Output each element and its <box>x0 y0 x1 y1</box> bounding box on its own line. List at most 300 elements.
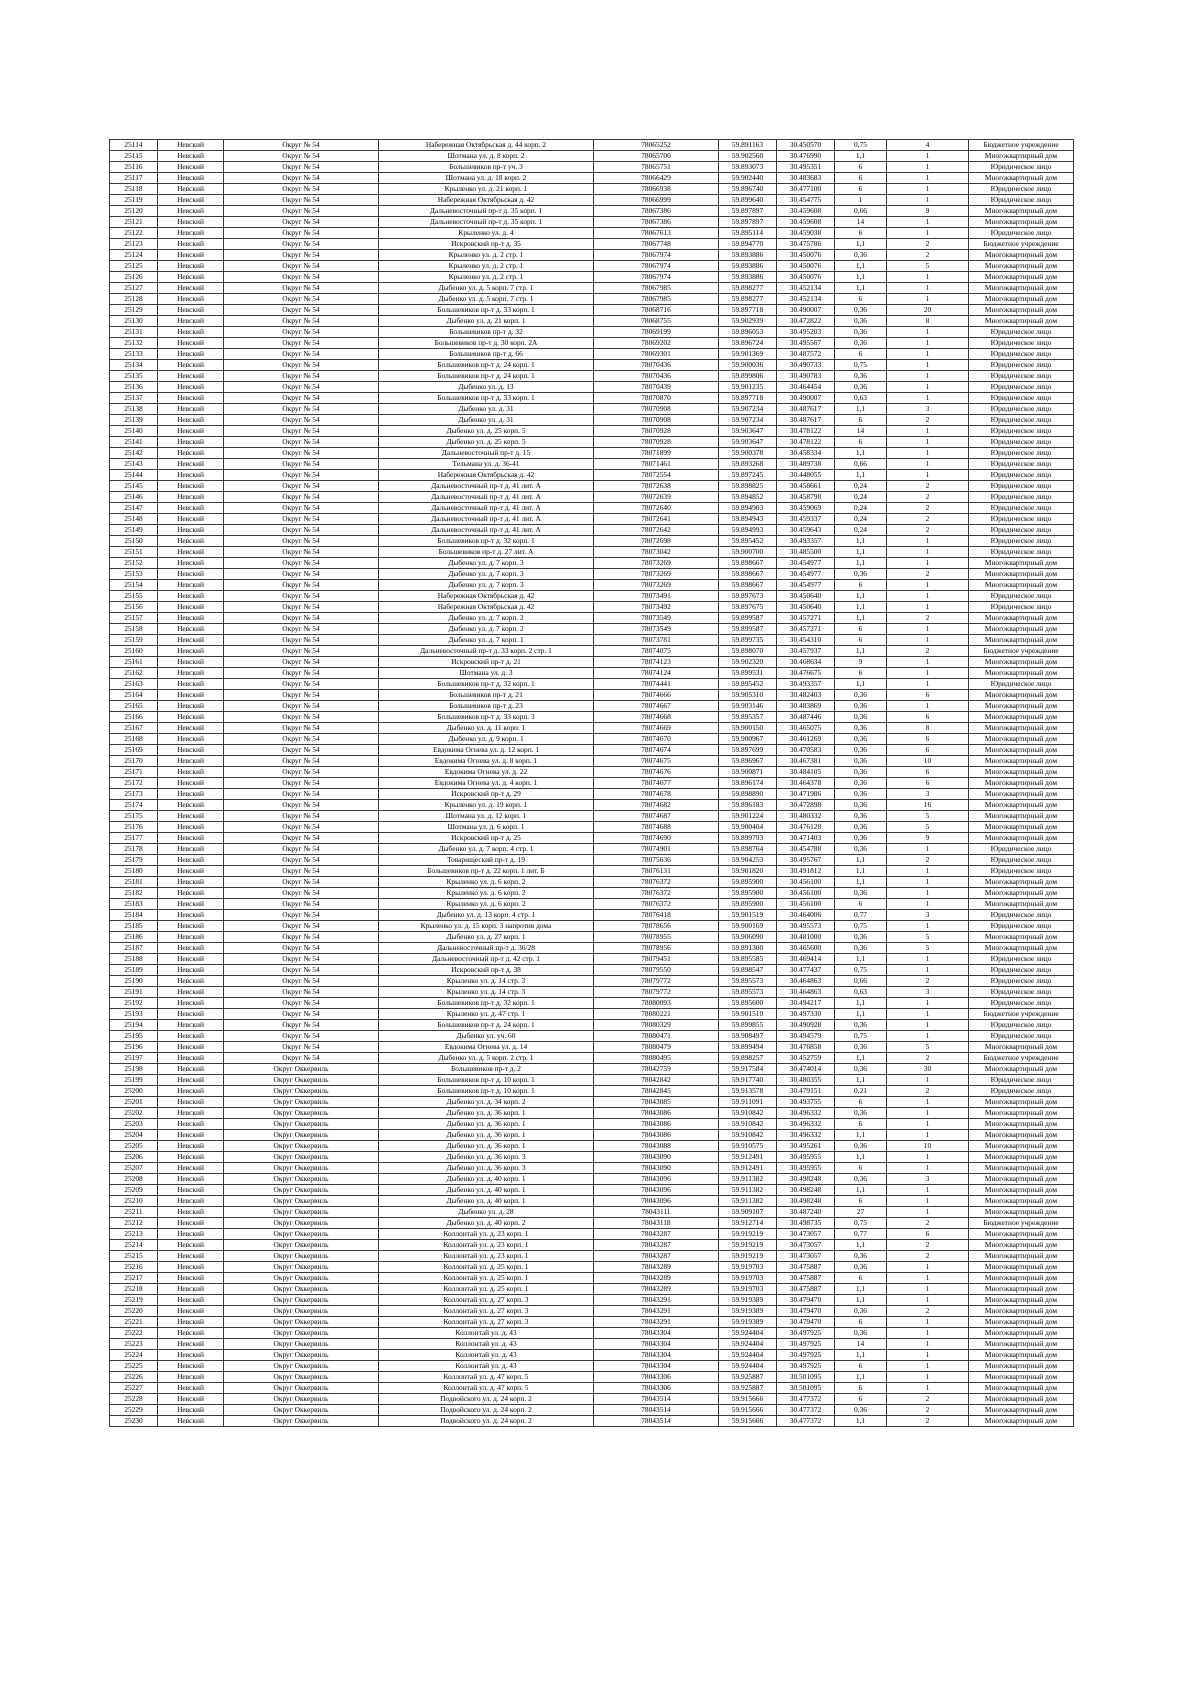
district-cell: Невский <box>158 525 224 536</box>
row-number-cell: 25139 <box>110 415 158 426</box>
object-id-cell: 78067974 <box>594 272 719 283</box>
district-cell: Невский <box>158 679 224 690</box>
district-cell: Невский <box>158 613 224 624</box>
row-number-cell: 25189 <box>110 965 158 976</box>
latitude-cell: 59.895585 <box>719 954 777 965</box>
district-cell: Невский <box>158 492 224 503</box>
district-cell: Невский <box>158 162 224 173</box>
volume-cell: 6 <box>835 668 887 679</box>
latitude-cell: 59.895452 <box>719 679 777 690</box>
object-id-cell: 78075636 <box>594 855 719 866</box>
address-cell: Большевиков пр-т д. 22 корп. 1 лит. Б <box>379 866 594 877</box>
object-id-cell: 78074674 <box>594 745 719 756</box>
table-row <box>110 1372 1074 1383</box>
municipal-okrug-cell: Округ № 54 <box>224 481 379 492</box>
municipal-okrug-cell: Округ Оккервиль <box>224 1196 379 1207</box>
object-id-cell: 78065700 <box>594 151 719 162</box>
row-number-cell: 25226 <box>110 1372 158 1383</box>
volume-cell: 1,1 <box>835 591 887 602</box>
row-number-cell: 25151 <box>110 547 158 558</box>
table-row <box>110 1295 1074 1306</box>
object-id-cell: 78076418 <box>594 910 719 921</box>
municipal-okrug-cell: Округ № 54 <box>224 833 379 844</box>
count-cell: 5 <box>887 822 969 833</box>
object-id-cell: 78043291 <box>594 1306 719 1317</box>
longitude-cell: 30.490733 <box>777 360 835 371</box>
table-row <box>110 1174 1074 1185</box>
object-id-cell: 78074678 <box>594 789 719 800</box>
row-number-cell: 25187 <box>110 943 158 954</box>
district-cell: Невский <box>158 1119 224 1130</box>
district-cell: Невский <box>158 1383 224 1394</box>
municipal-okrug-cell: Округ № 54 <box>224 822 379 833</box>
owner-type-cell: Многоквартирный дом <box>969 756 1074 767</box>
latitude-cell: 59.898764 <box>719 844 777 855</box>
count-cell: 1 <box>887 877 969 888</box>
municipal-okrug-cell: Округ № 54 <box>224 184 379 195</box>
count-cell: 2 <box>887 1251 969 1262</box>
row-number-cell: 25223 <box>110 1339 158 1350</box>
owner-type-cell: Многоквартирный дом <box>969 712 1074 723</box>
volume-cell: 6 <box>835 1383 887 1394</box>
count-cell: 6 <box>887 767 969 778</box>
longitude-cell: 30.469414 <box>777 954 835 965</box>
row-number-cell: 25125 <box>110 261 158 272</box>
volume-cell: 1,1 <box>835 866 887 877</box>
count-cell: 10 <box>887 1141 969 1152</box>
row-number-cell: 25147 <box>110 503 158 514</box>
table-row <box>110 613 1074 624</box>
count-cell: 1 <box>887 228 969 239</box>
district-cell: Невский <box>158 415 224 426</box>
owner-type-cell: Юридическое лицо <box>969 965 1074 976</box>
municipal-okrug-cell: Округ № 54 <box>224 250 379 261</box>
object-id-cell: 78043088 <box>594 1141 719 1152</box>
object-id-cell: 78074666 <box>594 690 719 701</box>
volume-cell: 1,1 <box>835 1284 887 1295</box>
row-number-cell: 25216 <box>110 1262 158 1273</box>
table-row <box>110 1130 1074 1141</box>
volume-cell: 1 <box>835 195 887 206</box>
table-row <box>110 195 1074 206</box>
table-row <box>110 833 1074 844</box>
latitude-cell: 59.895357 <box>719 712 777 723</box>
municipal-okrug-cell: Округ № 54 <box>224 569 379 580</box>
address-cell: Дыбенко ул. д. 40 корп. 1 <box>379 1174 594 1185</box>
district-cell: Невский <box>158 1306 224 1317</box>
count-cell: 1 <box>887 470 969 481</box>
municipal-okrug-cell: Округ Оккервиль <box>224 1383 379 1394</box>
volume-cell: 0,75 <box>835 921 887 932</box>
row-number-cell: 25133 <box>110 349 158 360</box>
row-number-cell: 25202 <box>110 1108 158 1119</box>
municipal-okrug-cell: Округ № 54 <box>224 272 379 283</box>
count-cell: 6 <box>887 778 969 789</box>
row-number-cell: 25200 <box>110 1086 158 1097</box>
owner-type-cell: Юридическое лицо <box>969 382 1074 393</box>
municipal-okrug-cell: Округ № 54 <box>224 140 379 151</box>
object-id-cell: 78078955 <box>594 932 719 943</box>
table-row <box>110 1053 1074 1064</box>
volume-cell: 0,36 <box>835 701 887 712</box>
row-number-cell: 25185 <box>110 921 158 932</box>
district-cell: Невский <box>158 1042 224 1053</box>
address-cell: Большевиков пр-т д. 66 <box>379 349 594 360</box>
object-id-cell: 78043096 <box>594 1174 719 1185</box>
district-cell: Невский <box>158 1130 224 1141</box>
count-cell: 5 <box>887 1042 969 1053</box>
longitude-cell: 30.497330 <box>777 1009 835 1020</box>
municipal-okrug-cell: Округ № 54 <box>224 459 379 470</box>
count-cell: 1 <box>887 1284 969 1295</box>
owner-type-cell: Юридическое лицо <box>969 1031 1074 1042</box>
count-cell: 2 <box>887 503 969 514</box>
volume-cell: 0,36 <box>835 1306 887 1317</box>
row-number-cell: 25130 <box>110 316 158 327</box>
row-number-cell: 25129 <box>110 305 158 316</box>
owner-type-cell: Юридическое лицо <box>969 327 1074 338</box>
longitude-cell: 30.477372 <box>777 1416 835 1427</box>
municipal-okrug-cell: Округ Оккервиль <box>224 1317 379 1328</box>
municipal-okrug-cell: Округ № 54 <box>224 338 379 349</box>
district-cell: Невский <box>158 184 224 195</box>
address-cell: Дальневосточный пр-т д. 41 лит. А <box>379 492 594 503</box>
count-cell: 1 <box>887 382 969 393</box>
table-body <box>110 140 1074 1427</box>
municipal-okrug-cell: Округ № 54 <box>224 228 379 239</box>
address-cell: Подвойского ул. д. 24 корп. 2 <box>379 1394 594 1405</box>
address-cell: Дыбенко ул. д. 7 корп. 2 <box>379 613 594 624</box>
owner-type-cell: Многоквартирный дом <box>969 1251 1074 1262</box>
municipal-okrug-cell: Округ Оккервиль <box>224 1229 379 1240</box>
longitude-cell: 30.495955 <box>777 1152 835 1163</box>
object-id-cell: 78043304 <box>594 1350 719 1361</box>
count-cell: 3 <box>887 789 969 800</box>
count-cell: 1 <box>887 624 969 635</box>
address-cell: Большевиков пр-т д. 10 корп. 1 <box>379 1075 594 1086</box>
district-cell: Невский <box>158 1031 224 1042</box>
object-id-cell: 78043514 <box>594 1394 719 1405</box>
municipal-okrug-cell: Округ № 54 <box>224 547 379 558</box>
municipal-okrug-cell: Округ № 54 <box>224 239 379 250</box>
address-cell: Дыбенко ул. д. 5 корп. 7 стр. 1 <box>379 294 594 305</box>
object-id-cell: 78074123 <box>594 657 719 668</box>
table-row <box>110 1020 1074 1031</box>
district-cell: Невский <box>158 327 224 338</box>
district-cell: Невский <box>158 1262 224 1273</box>
address-cell: Шотмана ул. д. 12 корп. 1 <box>379 811 594 822</box>
owner-type-cell: Многоквартирный дом <box>969 1328 1074 1339</box>
row-number-cell: 25180 <box>110 866 158 877</box>
owner-type-cell: Многоквартирный дом <box>969 701 1074 712</box>
object-id-cell: 78072640 <box>594 503 719 514</box>
volume-cell: 0,36 <box>835 338 887 349</box>
table-row <box>110 1185 1074 1196</box>
table-row <box>110 657 1074 668</box>
owner-type-cell: Многоквартирный дом <box>969 173 1074 184</box>
table-row <box>110 206 1074 217</box>
district-cell: Невский <box>158 921 224 932</box>
volume-cell: 0,36 <box>835 371 887 382</box>
object-id-cell: 78072641 <box>594 514 719 525</box>
owner-type-cell: Бюджетное учреждение <box>969 1053 1074 1064</box>
volume-cell: 6 <box>835 1119 887 1130</box>
address-cell: Дыбенко ул. д. 25 корп. 5 <box>379 437 594 448</box>
municipal-okrug-cell: Округ Оккервиль <box>224 1163 379 1174</box>
district-cell: Невский <box>158 393 224 404</box>
owner-type-cell: Многоквартирный дом <box>969 1185 1074 1196</box>
volume-cell: 0,36 <box>835 811 887 822</box>
owner-type-cell: Многоквартирный дом <box>969 723 1074 734</box>
longitude-cell: 30.475887 <box>777 1284 835 1295</box>
row-number-cell: 25190 <box>110 976 158 987</box>
volume-cell: 1,1 <box>835 283 887 294</box>
volume-cell: 6 <box>835 294 887 305</box>
owner-type-cell: Многоквартирный дом <box>969 800 1074 811</box>
volume-cell: 0,75 <box>835 1031 887 1042</box>
volume-cell: 6 <box>835 1163 887 1174</box>
latitude-cell: 59.899806 <box>719 371 777 382</box>
address-cell: Коллонтай ул. д. 43 <box>379 1328 594 1339</box>
volume-cell: 0,66 <box>835 206 887 217</box>
address-cell: Коллонтай ул. д. 27 корп. 3 <box>379 1306 594 1317</box>
municipal-okrug-cell: Округ Оккервиль <box>224 1339 379 1350</box>
address-cell: Крыленко ул. д. 47 стр. 1 <box>379 1009 594 1020</box>
district-cell: Невский <box>158 547 224 558</box>
address-cell: Дыбенко ул. д. 36 корп. 1 <box>379 1119 594 1130</box>
municipal-okrug-cell: Округ Оккервиль <box>224 1361 379 1372</box>
owner-type-cell: Юридическое лицо <box>969 1086 1074 1097</box>
owner-type-cell: Многоквартирный дом <box>969 1229 1074 1240</box>
municipal-okrug-cell: Округ № 54 <box>224 1053 379 1064</box>
table-row <box>110 327 1074 338</box>
volume-cell: 0,36 <box>835 756 887 767</box>
address-cell: Дыбенко ул. д. 28 <box>379 1207 594 1218</box>
address-cell: Крыленко ул. д. 19 корп. 1 <box>379 800 594 811</box>
address-cell: Дыбенко ул. д. 40 корп. 1 <box>379 1196 594 1207</box>
table-row <box>110 701 1074 712</box>
owner-type-cell: Многоквартирный дом <box>969 1130 1074 1141</box>
volume-cell: 0,36 <box>835 1405 887 1416</box>
table-row <box>110 1064 1074 1075</box>
municipal-okrug-cell: Округ Оккервиль <box>224 1284 379 1295</box>
district-cell: Невский <box>158 448 224 459</box>
municipal-okrug-cell: Округ № 54 <box>224 899 379 910</box>
district-cell: Невский <box>158 1372 224 1383</box>
address-cell: Большевиков пр-т д. 24 корп. 1 <box>379 371 594 382</box>
owner-type-cell: Многоквартирный дом <box>969 1273 1074 1284</box>
count-cell: 2 <box>887 1053 969 1064</box>
latitude-cell: 59.900700 <box>719 547 777 558</box>
longitude-cell: 30.454775 <box>777 195 835 206</box>
latitude-cell: 59.893886 <box>719 261 777 272</box>
address-cell: Большевиков пр-т д. 33 корп. 3 <box>379 712 594 723</box>
count-cell: 2 <box>887 1240 969 1251</box>
table-row <box>110 173 1074 184</box>
object-id-cell: 78069199 <box>594 327 719 338</box>
municipal-okrug-cell: Округ № 54 <box>224 1031 379 1042</box>
owner-type-cell: Многоквартирный дом <box>969 250 1074 261</box>
latitude-cell: 59.907234 <box>719 404 777 415</box>
latitude-cell: 59.904253 <box>719 855 777 866</box>
latitude-cell: 59.899855 <box>719 1020 777 1031</box>
owner-type-cell: Многоквартирный дом <box>969 1350 1074 1361</box>
owner-type-cell: Юридическое лицо <box>969 503 1074 514</box>
object-id-cell: 78074675 <box>594 756 719 767</box>
owner-type-cell: Многоквартирный дом <box>969 1383 1074 1394</box>
row-number-cell: 25136 <box>110 382 158 393</box>
object-id-cell: 78074669 <box>594 723 719 734</box>
longitude-cell: 30.473057 <box>777 1229 835 1240</box>
district-cell: Невский <box>158 1097 224 1108</box>
object-id-cell: 78068716 <box>594 305 719 316</box>
latitude-cell: 59.891163 <box>719 140 777 151</box>
row-number-cell: 25191 <box>110 987 158 998</box>
count-cell: 1 <box>887 1207 969 1218</box>
longitude-cell: 30.494579 <box>777 1031 835 1042</box>
address-cell: Дыбенко ул. д. 40 корп. 2 <box>379 1218 594 1229</box>
volume-cell: 1,1 <box>835 1075 887 1086</box>
row-number-cell: 25181 <box>110 877 158 888</box>
municipal-okrug-cell: Округ Оккервиль <box>224 1207 379 1218</box>
district-cell: Невский <box>158 1141 224 1152</box>
longitude-cell: 30.479470 <box>777 1317 835 1328</box>
row-number-cell: 25225 <box>110 1361 158 1372</box>
volume-cell: 0,24 <box>835 481 887 492</box>
table-row <box>110 470 1074 481</box>
municipal-okrug-cell: Округ Оккервиль <box>224 1372 379 1383</box>
longitude-cell: 30.497925 <box>777 1339 835 1350</box>
latitude-cell: 59.896967 <box>719 756 777 767</box>
row-number-cell: 25166 <box>110 712 158 723</box>
owner-type-cell: Многоквартирный дом <box>969 943 1074 954</box>
volume-cell: 1,1 <box>835 1053 887 1064</box>
row-number-cell: 25206 <box>110 1152 158 1163</box>
table-row <box>110 459 1074 470</box>
municipal-okrug-cell: Округ № 54 <box>224 910 379 921</box>
volume-cell: 0,36 <box>835 250 887 261</box>
row-number-cell: 25174 <box>110 800 158 811</box>
count-cell: 6 <box>887 734 969 745</box>
table-row <box>110 316 1074 327</box>
latitude-cell: 59.903647 <box>719 426 777 437</box>
table-row <box>110 899 1074 910</box>
count-cell: 6 <box>887 712 969 723</box>
volume-cell: 0,36 <box>835 1141 887 1152</box>
count-cell: 2 <box>887 239 969 250</box>
municipal-okrug-cell: Округ № 54 <box>224 360 379 371</box>
district-cell: Невский <box>158 140 224 151</box>
object-id-cell: 78079550 <box>594 965 719 976</box>
object-id-cell: 78080471 <box>594 1031 719 1042</box>
district-cell: Невский <box>158 283 224 294</box>
address-cell: Евдокима Огнева ул. д. 8 корп. 1 <box>379 756 594 767</box>
count-cell: 1 <box>887 558 969 569</box>
row-number-cell: 25143 <box>110 459 158 470</box>
longitude-cell: 30.450076 <box>777 272 835 283</box>
object-id-cell: 78067974 <box>594 261 719 272</box>
latitude-cell: 59.894903 <box>719 503 777 514</box>
volume-cell: 1,1 <box>835 679 887 690</box>
owner-type-cell: Многоквартирный дом <box>969 1361 1074 1372</box>
municipal-okrug-cell: Округ № 54 <box>224 1020 379 1031</box>
longitude-cell: 30.487572 <box>777 349 835 360</box>
district-cell: Невский <box>158 316 224 327</box>
owner-type-cell: Многоквартирный дом <box>969 767 1074 778</box>
owner-type-cell: Многоквартирный дом <box>969 789 1074 800</box>
row-number-cell: 25198 <box>110 1064 158 1075</box>
row-number-cell: 25117 <box>110 173 158 184</box>
address-cell: Коллонтай ул. д. 47 корп. 5 <box>379 1372 594 1383</box>
address-cell: Крыленко ул. д. 15 корп. 3 напротив дома <box>379 921 594 932</box>
district-cell: Невский <box>158 1152 224 1163</box>
address-cell: Дыбенко ул. д. 36 корп. 3 <box>379 1163 594 1174</box>
address-cell: Большевиков пр-т д. 32 корп. 1 <box>379 998 594 1009</box>
table-row <box>110 140 1074 151</box>
longitude-cell: 30.457937 <box>777 646 835 657</box>
district-cell: Невский <box>158 1229 224 1240</box>
volume-cell: 0,36 <box>835 1042 887 1053</box>
address-cell: Дальневосточный пр-т д. 41 лит. А <box>379 514 594 525</box>
row-number-cell: 25217 <box>110 1273 158 1284</box>
municipal-okrug-cell: Округ № 54 <box>224 976 379 987</box>
count-cell: 1 <box>887 1075 969 1086</box>
municipal-okrug-cell: Округ № 54 <box>224 404 379 415</box>
volume-cell: 0,63 <box>835 393 887 404</box>
address-cell: Дальневосточный пр-т д. 35 корп. 1 <box>379 217 594 228</box>
latitude-cell: 59.900036 <box>719 360 777 371</box>
address-cell: Дыбенко ул. д. 34 корп. 2 <box>379 1097 594 1108</box>
district-cell: Невский <box>158 844 224 855</box>
municipal-okrug-cell: Округ Оккервиль <box>224 1185 379 1196</box>
municipal-okrug-cell: Округ № 54 <box>224 206 379 217</box>
latitude-cell: 59.901820 <box>719 866 777 877</box>
latitude-cell: 59.924404 <box>719 1361 777 1372</box>
longitude-cell: 30.501095 <box>777 1383 835 1394</box>
owner-type-cell: Юридическое лицо <box>969 679 1074 690</box>
district-cell: Невский <box>158 195 224 206</box>
object-id-cell: 78067748 <box>594 239 719 250</box>
municipal-okrug-cell: Округ Оккервиль <box>224 1273 379 1284</box>
object-id-cell: 78074676 <box>594 767 719 778</box>
district-cell: Невский <box>158 371 224 382</box>
object-id-cell: 78074677 <box>594 778 719 789</box>
longitude-cell: 30.498248 <box>777 1196 835 1207</box>
district-cell: Невский <box>158 635 224 646</box>
row-number-cell: 25172 <box>110 778 158 789</box>
table-row <box>110 1394 1074 1405</box>
count-cell: 1 <box>887 184 969 195</box>
municipal-okrug-cell: Округ № 54 <box>224 415 379 426</box>
count-cell: 1 <box>887 1020 969 1031</box>
row-number-cell: 25149 <box>110 525 158 536</box>
longitude-cell: 30.450076 <box>777 250 835 261</box>
municipal-okrug-cell: Округ № 54 <box>224 998 379 1009</box>
longitude-cell: 30.471986 <box>777 789 835 800</box>
latitude-cell: 59.900378 <box>719 448 777 459</box>
owner-type-cell: Многоквартирный дом <box>969 1295 1074 1306</box>
volume-cell: 0,36 <box>835 888 887 899</box>
count-cell: 3 <box>887 910 969 921</box>
table-row <box>110 404 1074 415</box>
district-cell: Невский <box>158 239 224 250</box>
municipal-okrug-cell: Округ Оккервиль <box>224 1141 379 1152</box>
volume-cell: 1,1 <box>835 1185 887 1196</box>
longitude-cell: 30.465075 <box>777 723 835 734</box>
count-cell: 1 <box>887 899 969 910</box>
latitude-cell: 59.897897 <box>719 217 777 228</box>
table-row <box>110 349 1074 360</box>
